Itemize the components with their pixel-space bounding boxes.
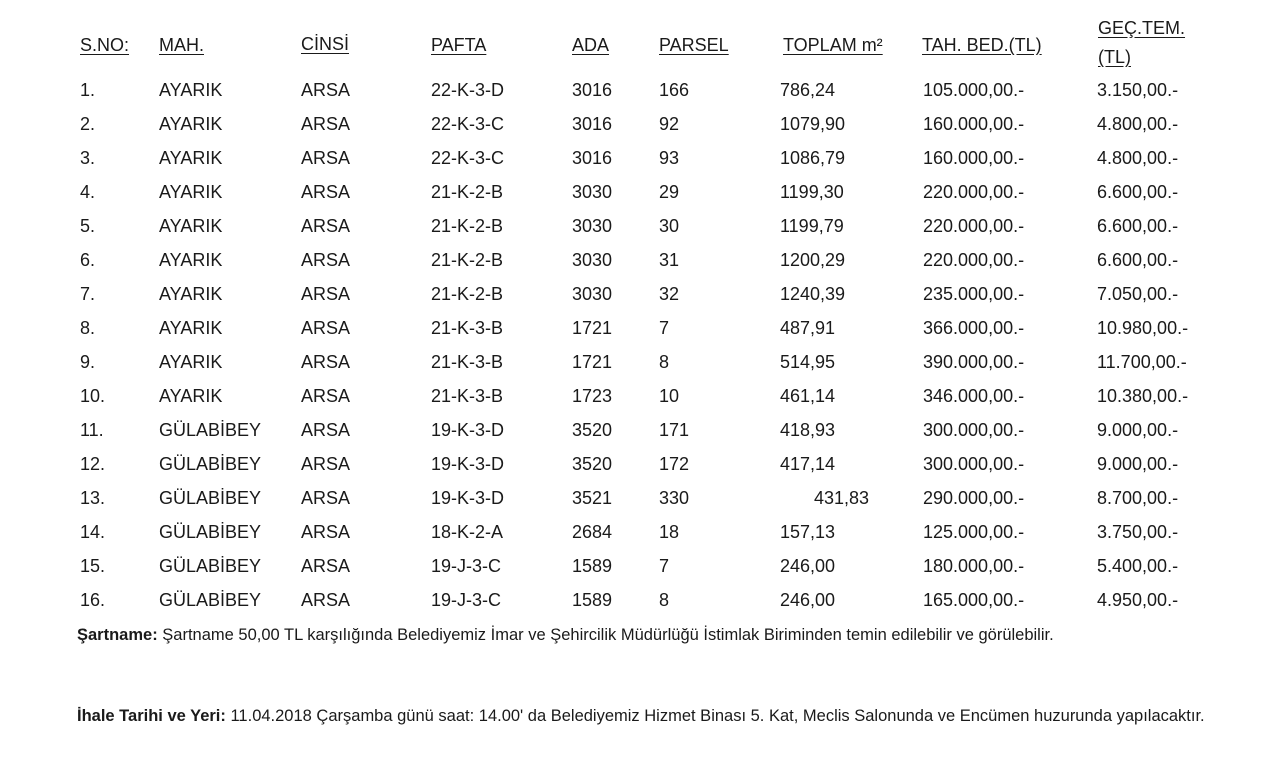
cell-cinsi: ARSA [301,318,351,338]
cell-gec: 8.700,00.- [1097,488,1179,508]
cell-gec: 3.750,00.- [1097,522,1179,542]
table-row [0,311,1280,345]
cell-gec: 4.800,00.- [1097,114,1179,134]
row-margin [0,141,80,175]
parcel-table [0,73,1280,617]
cell-ada: 1721 [572,352,613,372]
cell-sno: 11. [80,420,104,440]
cell-tah: 220.000,00.- [923,182,1025,202]
cell-tah: 290.000,00.- [923,488,1025,508]
header-cinsi: CİNSİ [301,34,350,54]
cell-sno: 6. [80,250,96,270]
cell-cinsi: ARSA [301,420,351,440]
cell-cinsi: ARSA [301,556,351,576]
cell-cinsi: ARSA [301,454,351,474]
cell-cinsi: ARSA [301,182,351,202]
cell-sno: 12. [80,454,106,474]
cell-toplam: 1199,79 [780,216,844,236]
cell-pafta: 21-K-2-B [431,284,504,304]
cell-ada: 1723 [572,386,613,406]
cell-ada: 1721 [572,318,613,338]
cell-toplam: 1200,29 [780,250,846,270]
row-margin [0,311,80,345]
cell-ada: 3030 [572,182,613,202]
cell-toplam: 1199,30 [780,182,844,202]
cell-ada: 3016 [572,114,613,134]
cell-cinsi: ARSA [301,216,351,236]
cell-mah: GÜLABİBEY [159,590,262,610]
cell-mah: AYARIK [159,318,223,338]
cell-cinsi: ARSA [301,590,351,610]
ihale-label: İhale Tarihi ve Yeri: [77,707,226,725]
header-mah: MAH. [159,35,204,55]
cell-ada: 3030 [572,250,613,270]
table-row [0,413,1280,447]
row-margin [0,515,80,549]
cell-pafta: 19-J-3-C [431,556,502,576]
cell-ada: 3520 [572,454,613,474]
cell-parsel: 29 [659,182,680,202]
cell-toplam: 786,24 [780,80,836,100]
cell-pafta: 19-K-3-D [431,454,505,474]
cell-gec: 11.700,00.- [1097,352,1187,372]
cell-gec: 6.600,00.- [1097,250,1179,270]
cell-gec: 6.600,00.- [1097,216,1179,236]
table-row [0,481,1280,515]
cell-cinsi: ARSA [301,488,351,508]
cell-pafta: 21-K-2-B [431,250,504,270]
cell-gec: 10.380,00.- [1097,386,1189,406]
cell-gec: 9.000,00.- [1097,420,1179,440]
cell-toplam: 487,91 [780,318,836,338]
cell-gec: 9.000,00.- [1097,454,1179,474]
cell-toplam: 246,00 [780,556,836,576]
cell-cinsi: ARSA [301,522,351,542]
cell-toplam: 461,14 [780,386,836,406]
cell-tah: 220.000,00.- [923,216,1025,236]
cell-mah: GÜLABİBEY [159,420,262,440]
table-row [0,277,1280,311]
cell-parsel: 93 [659,148,680,168]
cell-mah: AYARIK [159,284,223,304]
cell-tah: 160.000,00.- [923,114,1025,134]
cell-sno: 7. [80,284,96,304]
cell-pafta: 22-K-3-D [431,80,505,100]
header-gec-tem-line2: (TL) [1098,47,1131,67]
row-margin [0,209,80,243]
cell-parsel: 18 [659,522,680,542]
cell-parsel: 10 [659,386,680,406]
row-margin [0,413,80,447]
table-row [0,175,1280,209]
cell-parsel: 7 [659,556,670,576]
cell-gec: 3.150,00.- [1097,80,1179,100]
table-row [0,107,1280,141]
cell-mah: GÜLABİBEY [159,556,262,576]
cell-mah: AYARIK [159,80,223,100]
cell-mah: GÜLABİBEY [159,522,262,542]
cell-tah: 235.000,00.- [923,284,1025,304]
cell-pafta: 19-K-3-D [431,488,505,508]
header-gec-tem [1098,17,1185,68]
cell-sno: 9. [80,352,96,372]
cell-cinsi: ARSA [301,386,351,406]
cell-parsel: 92 [659,114,680,134]
row-margin [0,379,80,413]
sartname-paragraph [77,621,1237,649]
cell-sno: 13. [80,488,106,508]
cell-sno: 15. [80,556,106,576]
row-margin [0,447,80,481]
cell-pafta: 19-K-3-D [431,420,505,440]
cell-pafta: 19-J-3-C [431,590,502,610]
cell-toplam: 418,93 [780,420,836,440]
table-body [0,73,1280,617]
cell-parsel: 30 [659,216,680,236]
cell-tah: 125.000,00.- [923,522,1025,542]
cell-toplam: 417,14 [780,454,836,474]
cell-sno: 3. [80,148,96,168]
row-margin [0,107,80,141]
cell-sno: 16. [80,590,106,610]
table-row [0,583,1280,617]
cell-mah: AYARIK [159,182,223,202]
table-row [0,345,1280,379]
cell-pafta: 22-K-3-C [431,114,505,134]
table-row [0,447,1280,481]
cell-tah: 165.000,00.- [923,590,1025,610]
cell-gec: 4.950,00.- [1097,590,1179,610]
cell-cinsi: ARSA [301,148,351,168]
cell-toplam: 514,95 [780,352,836,372]
cell-pafta: 21-K-3-B [431,386,504,406]
cell-mah: AYARIK [159,386,223,406]
cell-tah: 300.000,00.- [923,420,1025,440]
cell-parsel: 8 [659,352,670,372]
cell-pafta: 21-K-3-B [431,352,504,372]
cell-ada: 3521 [572,488,613,508]
cell-ada: 3030 [572,284,613,304]
cell-ada: 1589 [572,590,613,610]
cell-parsel: 172 [659,454,690,474]
cell-tah: 366.000,00.- [923,318,1025,338]
cell-mah: GÜLABİBEY [159,488,262,508]
table-row [0,515,1280,549]
header-gec-tem-line1: GEÇ.TEM. [1098,18,1186,38]
cell-sno: 1. [80,80,96,100]
cell-cinsi: ARSA [301,80,351,100]
row-margin [0,277,80,311]
cell-toplam: 431,83 [814,488,870,508]
cell-gec: 7.050,00.- [1097,284,1179,304]
cell-parsel: 166 [659,80,690,100]
cell-sno: 10. [80,386,106,406]
cell-sno: 4. [80,182,96,202]
cell-pafta: 21-K-2-B [431,182,504,202]
cell-mah: AYARIK [159,352,223,372]
cell-parsel: 8 [659,590,670,610]
cell-ada: 3016 [572,80,613,100]
row-margin [0,583,80,617]
table-row [0,549,1280,583]
cell-mah: AYARIK [159,148,223,168]
table-row [0,209,1280,243]
cell-cinsi: ARSA [301,114,351,134]
cell-parsel: 330 [659,488,690,508]
cell-tah: 390.000,00.- [923,352,1025,372]
cell-sno: 8. [80,318,96,338]
header-tah-bed: TAH. BED.(TL) [922,35,1042,55]
ihale-paragraph [77,702,1237,730]
cell-sno: 5. [80,216,96,236]
cell-pafta: 18-K-2-A [431,522,504,542]
cell-mah: GÜLABİBEY [159,454,262,474]
cell-ada: 3520 [572,420,613,440]
cell-tah: 220.000,00.- [923,250,1025,270]
ihale-text: 11.04.2018 Çarşamba günü saat: 14.00' da Belediyemiz Hizmet Binası 5. Kat, Meclis Salonunda ve Encümen huzurunda yapılacaktır. [230,707,1205,725]
cell-cinsi: ARSA [301,352,351,372]
row-margin [0,175,80,209]
cell-parsel: 7 [659,318,670,338]
cell-toplam: 1079,90 [780,114,846,134]
cell-ada: 2684 [572,522,613,542]
cell-cinsi: ARSA [301,284,351,304]
sartname-text: Şartname 50,00 TL karşılığında Belediyemiz İmar ve Şehircilik Müdürlüğü İstimlak Biriminden temin edilebilir ve görülebilir. [162,626,1054,644]
table-row [0,73,1280,107]
table-row [0,379,1280,413]
header-sno: S.NO: [80,35,130,55]
row-margin [0,345,80,379]
cell-tah: 346.000,00.- [923,386,1025,406]
cell-gec: 5.400,00.- [1097,556,1179,576]
cell-toplam: 1240,39 [780,284,846,304]
cell-toplam: 1086,79 [780,148,846,168]
cell-toplam: 246,00 [780,590,836,610]
header-parsel: PARSEL [659,35,729,55]
cell-mah: AYARIK [159,216,223,236]
cell-gec: 4.800,00.- [1097,148,1179,168]
cell-pafta: 22-K-3-C [431,148,505,168]
row-margin [0,243,80,277]
cell-tah: 300.000,00.- [923,454,1025,474]
sartname-label: Şartname: [77,626,158,644]
cell-mah: AYARIK [159,250,223,270]
cell-sno: 14. [80,522,106,542]
table-row [0,141,1280,175]
row-margin [0,549,80,583]
cell-mah: AYARIK [159,114,223,134]
header-toplam: TOPLAM m² [783,35,883,55]
cell-parsel: 31 [659,250,680,270]
cell-ada: 1589 [572,556,613,576]
cell-ada: 3016 [572,148,613,168]
row-margin [0,73,80,107]
cell-tah: 160.000,00.- [923,148,1025,168]
cell-parsel: 32 [659,284,680,304]
cell-tah: 180.000,00.- [923,556,1025,576]
cell-gec: 6.600,00.- [1097,182,1179,202]
cell-sno: 2. [80,114,96,134]
cell-pafta: 21-K-2-B [431,216,504,236]
table-row [0,243,1280,277]
cell-tah: 105.000,00.- [923,80,1025,100]
cell-cinsi: ARSA [301,250,351,270]
cell-parsel: 171 [659,420,690,440]
header-pafta: PAFTA [431,35,487,55]
cell-ada: 3030 [572,216,613,236]
cell-toplam: 157,13 [780,522,836,542]
row-margin [0,481,80,515]
cell-gec: 10.980,00.- [1097,318,1189,338]
cell-pafta: 21-K-3-B [431,318,504,338]
header-ada: ADA [572,35,610,55]
